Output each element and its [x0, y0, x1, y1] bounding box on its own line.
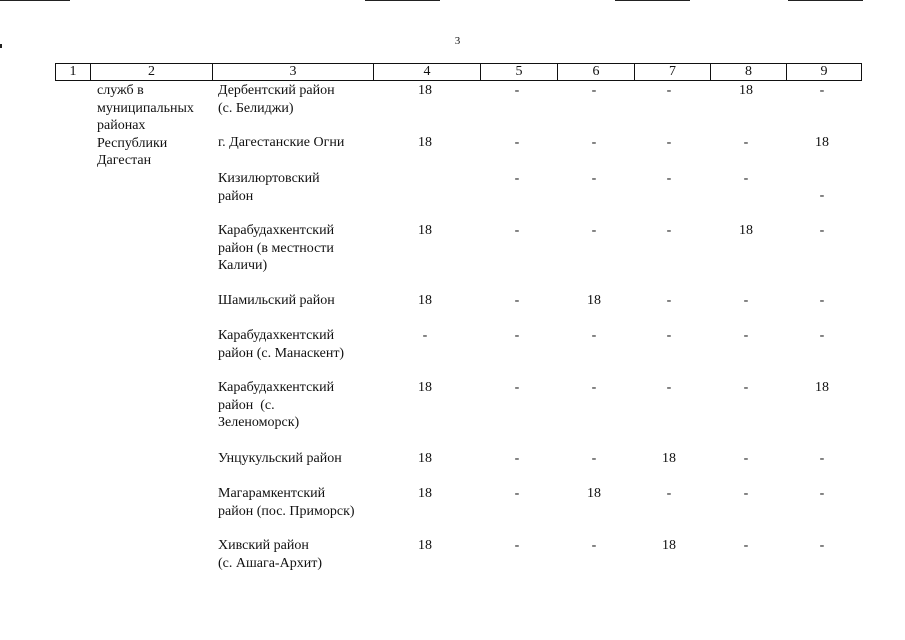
value-col-4: 18 — [418, 223, 432, 238]
value-col-6: - — [591, 171, 597, 186]
value-col-6: - — [591, 135, 597, 150]
column-number-6: 6 — [558, 64, 635, 81]
value-col-5: - — [514, 223, 520, 238]
value-col-8: - — [743, 293, 749, 308]
district-line: Каличи) — [218, 258, 268, 273]
value-col-5: - — [514, 538, 520, 553]
value-col-8: - — [743, 328, 749, 343]
district-line: Карабудахкентский — [218, 223, 335, 238]
value-col-4: 18 — [418, 486, 432, 501]
district-line: район (с. — [218, 397, 275, 413]
district-name — [218, 450, 378, 468]
value-col-5: - — [514, 328, 520, 343]
district-line: Дербентский район — [218, 83, 335, 98]
district-line: Магарамкентский — [218, 486, 326, 501]
district-line: Шамильский район — [218, 293, 335, 308]
column-number-3: 3 — [213, 64, 374, 81]
value-col-4: 18 — [418, 451, 432, 466]
value-col-5: - — [514, 451, 520, 466]
value-col-5: - — [514, 486, 520, 501]
column-number-7: 7 — [635, 64, 711, 81]
district-line: район (в местности — [218, 240, 334, 256]
value-col-9: - — [819, 188, 825, 203]
value-col-7: - — [666, 380, 672, 395]
district-line: Карабудахкентский — [218, 328, 335, 343]
value-col-7: - — [666, 223, 672, 238]
district-line: Хивский район — [218, 538, 309, 553]
value-col-8: - — [743, 451, 749, 466]
scan-edge-mark — [0, 0, 70, 1]
district-name — [218, 537, 378, 572]
column-number-header — [55, 63, 862, 81]
column-number-5: 5 — [481, 64, 558, 81]
district-line: (с. Ашага-Архит) — [218, 555, 322, 571]
value-col-5: - — [514, 293, 520, 308]
column-number-1: 1 — [56, 64, 91, 81]
value-col-9: - — [819, 328, 825, 343]
value-col-7: - — [666, 293, 672, 308]
district-line: Карабудахкентский — [218, 380, 335, 395]
value-col-9: 18 — [815, 135, 829, 150]
value-col-9: - — [819, 83, 825, 98]
value-col-9: - — [819, 486, 825, 501]
value-col-8: - — [743, 380, 749, 395]
district-line: район (с. Манаскент) — [218, 345, 345, 361]
value-col-9: - — [819, 538, 825, 553]
district-line: Унцукульский район — [218, 451, 342, 466]
value-col-8: 18 — [739, 83, 753, 98]
value-col-6: 18 — [587, 486, 601, 501]
column-number-8: 8 — [711, 64, 787, 81]
district-line: г. Дагестанские Огни — [218, 135, 345, 150]
value-col-9: - — [819, 293, 825, 308]
district-line: район (пос. Приморск) — [218, 503, 355, 519]
value-col-4: 18 — [418, 135, 432, 150]
value-col-8: - — [743, 486, 749, 501]
value-col-5: - — [514, 83, 520, 98]
value-col-4: 18 — [418, 293, 432, 308]
value-col-9: - — [819, 451, 825, 466]
value-col-7: - — [666, 171, 672, 186]
value-col-8: 18 — [739, 223, 753, 238]
value-col-6: - — [591, 538, 597, 553]
district-name — [218, 222, 378, 275]
service-label-line: районах — [97, 118, 146, 133]
value-col-6: - — [591, 223, 597, 238]
column-number-9: 9 — [787, 64, 862, 81]
value-col-7: 18 — [662, 451, 676, 466]
value-col-7: 18 — [662, 538, 676, 553]
value-col-6: - — [591, 83, 597, 98]
district-name — [218, 292, 378, 310]
value-col-6: 18 — [587, 293, 601, 308]
value-col-7: - — [666, 83, 672, 98]
district-line: Кизилюртовский — [218, 171, 320, 186]
service-label-line: муниципальных — [97, 100, 194, 116]
service-label-line: Дагестан — [97, 153, 152, 168]
value-col-6: - — [591, 380, 597, 395]
district-name — [218, 379, 378, 432]
value-col-6: - — [591, 451, 597, 466]
service-label-line: служб в — [97, 83, 144, 98]
scan-edge-mark — [365, 0, 440, 1]
district-name — [218, 82, 378, 117]
value-col-4: 18 — [418, 538, 432, 553]
value-col-7: - — [666, 328, 672, 343]
scan-edge-mark — [615, 0, 690, 1]
value-col-8: - — [743, 135, 749, 150]
value-col-5: - — [514, 380, 520, 395]
value-col-7: - — [666, 486, 672, 501]
district-line: район — [218, 188, 254, 204]
column-number-4: 4 — [374, 64, 481, 81]
district-line: (с. Белиджи) — [218, 100, 294, 116]
value-col-7: - — [666, 135, 672, 150]
value-col-9: - — [819, 223, 825, 238]
district-name — [218, 485, 378, 520]
district-line: Зеленоморск) — [218, 415, 300, 430]
service-label-line: Республики — [97, 135, 168, 151]
column-number-2: 2 — [91, 64, 213, 81]
district-name — [218, 327, 378, 362]
district-name — [218, 170, 378, 205]
district-name — [218, 134, 378, 152]
value-col-9: 18 — [815, 380, 829, 395]
value-col-4: 18 — [418, 380, 432, 395]
scan-edge-mark — [788, 0, 863, 1]
value-col-4: - — [422, 328, 428, 343]
value-col-8: - — [743, 538, 749, 553]
value-col-5: - — [514, 135, 520, 150]
value-col-8: - — [743, 171, 749, 186]
value-col-5: - — [514, 171, 520, 186]
value-col-6: - — [591, 328, 597, 343]
value-col-4: 18 — [418, 83, 432, 98]
page-number: 3 — [454, 35, 461, 47]
